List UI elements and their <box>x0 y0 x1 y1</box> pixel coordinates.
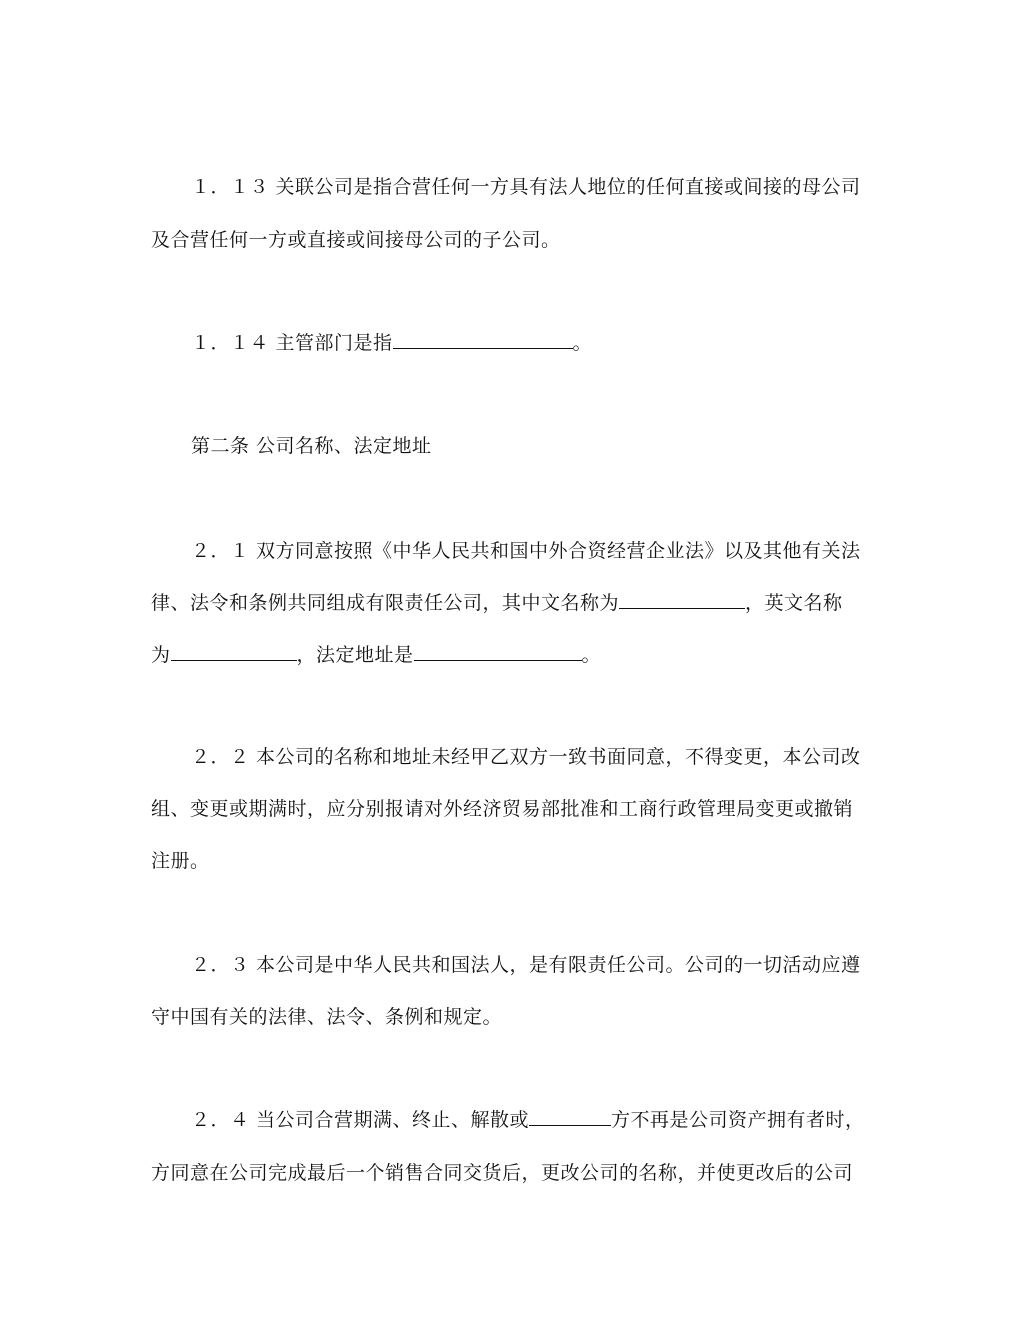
clause-1-14-text: １．１４ 主管部门是指 <box>191 332 393 354</box>
competent-department-blank <box>393 330 573 349</box>
english-name-blank <box>171 642 297 661</box>
chinese-name-blank <box>619 590 745 609</box>
clause-2-1-line-3 <box>151 642 886 668</box>
clause-2-4-line-1-end: 方不再是公司资产拥有者时， <box>611 1109 865 1131</box>
article-2-title: 第二条 公司名称、法定地址 <box>191 435 432 457</box>
clause-2-4-line-2: 方同意在公司完成最后一个销售合同交货后，更改公司的名称，并使更改后的公司 <box>151 1162 854 1184</box>
clause-2-4-line-1 <box>191 1107 926 1133</box>
clause-2-1-line-3-text: ，法定地址是 <box>296 644 414 666</box>
clause-2-2-line-3: 注册。 <box>151 850 210 872</box>
clause-2-1-line-2 <box>151 590 886 616</box>
clause-2-4-line-1-text: ２．４ 当公司合营期满、终止、解散或 <box>191 1109 530 1131</box>
clause-2-1-line-3-start: 为 <box>151 644 171 666</box>
clause-2-1-line-2-text: 律、法令和条例共同组成有限责任公司，其中文名称为 <box>151 592 620 614</box>
legal-address-blank <box>414 642 582 661</box>
clause-2-2-line-2: 组、变更或期满时，应分别报请对外经济贸易部批准和工商行政管理局变更或撤销 <box>151 798 854 820</box>
clause-2-2-line-1: ２．２ 本公司的名称和地址未经甲乙双方一致书面同意，不得变更，本公司改 <box>191 746 861 768</box>
clause-1-13-line-1: １．１３ 关联公司是指合营任何一方具有法人地位的任何直接或间接的母公司 <box>191 176 861 198</box>
clause-2-1-line-3-end: 。 <box>581 644 602 666</box>
clause-2-1-line-2-end: ，英文名称 <box>745 592 843 614</box>
party-blank <box>529 1107 611 1126</box>
clause-1-14 <box>191 330 926 356</box>
clause-1-14-end: 。 <box>572 332 593 354</box>
clause-1-13-line-2: 及合营任何一方或直接或间接母公司的子公司。 <box>151 229 561 251</box>
clause-2-1-line-1: ２．１ 双方同意按照《中华人民共和国中外合资经营企业法》以及其他有关法 <box>191 540 861 562</box>
clause-2-3-line-2: 守中国有关的法律、法令、条例和规定。 <box>151 1006 503 1028</box>
clause-2-3-line-1: ２．３ 本公司是中华人民共和国法人，是有限责任公司。公司的一切活动应遵 <box>191 954 861 976</box>
